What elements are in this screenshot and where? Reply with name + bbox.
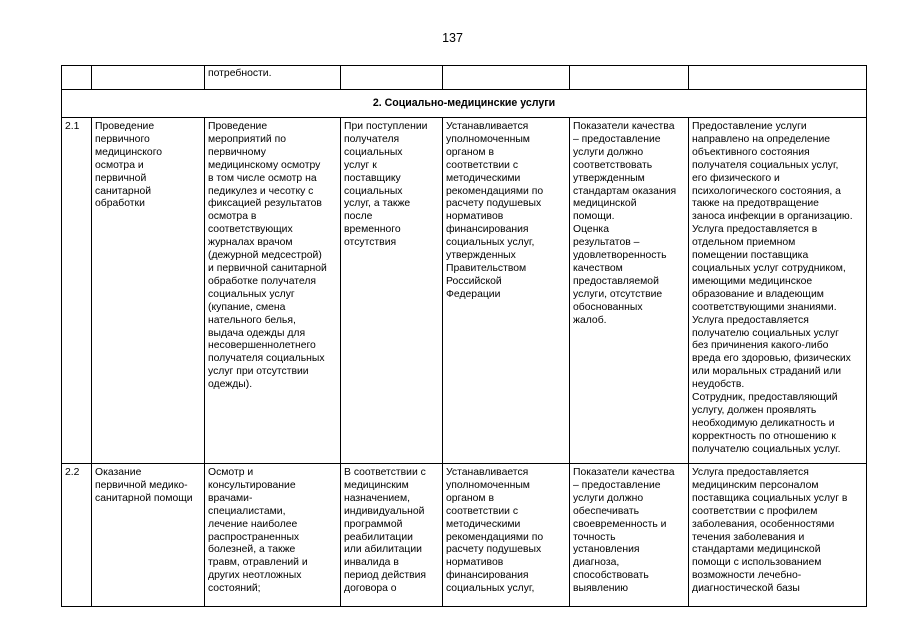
service-number: 2.1	[62, 118, 92, 464]
service-number: 2.2	[62, 464, 92, 607]
table-row	[62, 118, 867, 464]
cell-num	[62, 66, 92, 90]
service-quality: Показатели качества – предоставление услуги должно соответствовать утвержденным стандартам оказания медицинской помощи. Оценка результатов – удовлетворенность качеством предоставляемой услуги, отсутствие обоснованных жалоб.	[570, 118, 689, 464]
service-norm: Устанавливается уполномоченным органом в соответствии с методическими рекомендациями по расчету подушевых нормативов финансирования социальных услуг,	[443, 464, 570, 607]
cell-description: потребности.	[205, 66, 341, 90]
table-row-continuation	[62, 66, 867, 90]
cell-term	[341, 66, 443, 90]
cell-quality	[570, 66, 689, 90]
service-conditions: Предоставление услуги направлено на определение объективного состояния получателя социальных услуг, его физического и психологического состояния, а также на предотвращение заноса инфекции в организацию. Услуга предоставляется в отдельном приемном помещении поставщика социальных услуг сотрудником, имеющими медицинское образование и владеющим соответствующими знаниями. Услуга предоставляется получателю социальных услуг без причинения какого-либо вреда его здоровью, физических или моральных страданий или неудобств. Сотрудник, предоставляющий услугу, должен проявлять необходимую деликатность и корректность по отношению к получателю социальных услуг.	[689, 118, 867, 464]
service-conditions: Услуга предоставляется медицинским персоналом поставщика социальных услуг в соответствии с профилем заболевания, особенностями течения заболевания и стандартами медицинской помощи с использованием возможности лечебно- диагностической базы	[689, 464, 867, 607]
cell-conditions	[689, 66, 867, 90]
service-name: Оказание первичной медико- санитарной помощи	[92, 464, 205, 607]
service-description: Осмотр и консультирование врачами- специалистами, лечение наиболее распространенных болезней, а также травм, отравлений и других неотложных состояний;	[205, 464, 341, 607]
services-table	[61, 65, 867, 607]
service-term: В соответствии с медицинским назначением, индивидуальной программой реабилитации или абилитации инвалида в период действия договора о	[341, 464, 443, 607]
section-title: 2. Социально-медицинские услуги	[62, 90, 867, 118]
service-quality: Показатели качества – предоставление услуги должно обеспечивать своевременность и точность установления диагноза, способствовать выявлению	[570, 464, 689, 607]
section-header-row	[62, 90, 867, 118]
page-number: 137	[442, 31, 463, 45]
service-description: Проведение мероприятий по первичному медицинскому осмотру в том числе осмотр на педикулез и чесотку с фиксацией результатов осмотра в соответствующих журналах врачом (дежурной медсестрой) и первичной санитарной обработке получателя социальных услуг (купание, смена нательного белья, выдача одежды для несовершеннолетнего получателя социальных услуг при отсутствии одежды).	[205, 118, 341, 464]
cell-name	[92, 66, 205, 90]
service-term: При поступлении получателя социальных услуг к поставщику социальных услуг, а также после временного отсутствия	[341, 118, 443, 464]
service-name: Проведение первичного медицинского осмотра и первичной санитарной обработки	[92, 118, 205, 464]
cell-norm	[443, 66, 570, 90]
table-row	[62, 464, 867, 607]
service-norm: Устанавливается уполномоченным органом в соответствии с методическими рекомендациями по расчету подушевых нормативов финансирования социальных услуг, утвержденных Правительством Российской Федерации	[443, 118, 570, 464]
